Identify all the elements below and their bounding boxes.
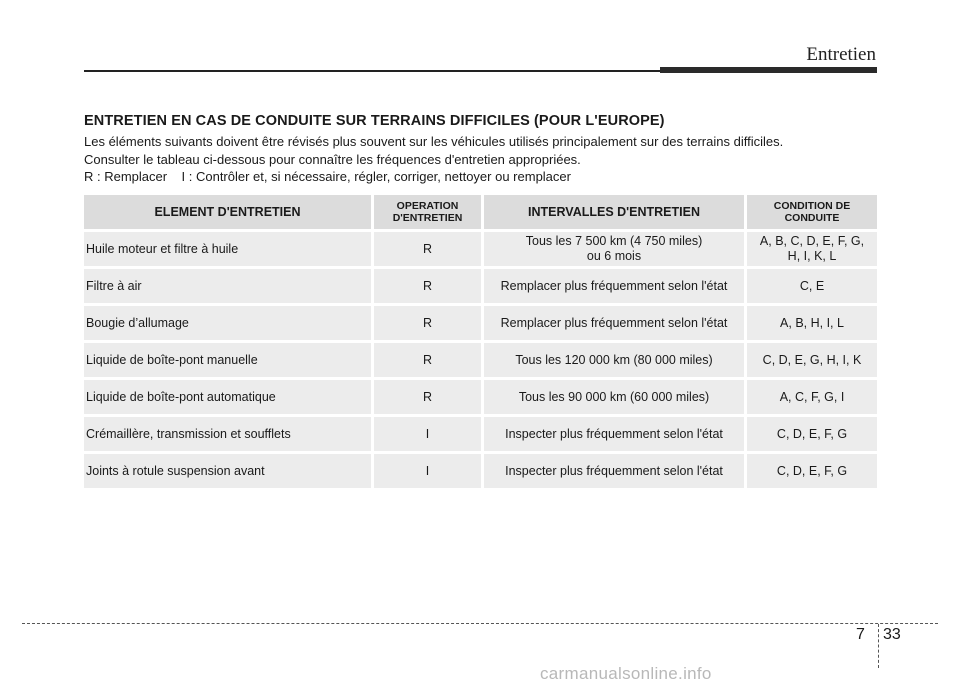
header-operation <box>371 195 481 229</box>
table-row <box>84 380 877 414</box>
cell-operation: I <box>371 454 481 488</box>
header-condition <box>744 195 877 229</box>
cell-element: Huile moteur et filtre à huile <box>84 232 371 266</box>
table-row <box>84 417 877 451</box>
cell-element: Liquide de boîte-pont manuelle <box>84 343 371 377</box>
cell-operation: I <box>371 417 481 451</box>
intro-line-2: Consulter le tableau ci-dessous pour connaître les fréquences d'entretien appropriées. <box>84 151 581 167</box>
cell-interval-line1: Tous les 7 500 km (4 750 miles) <box>525 234 703 248</box>
table-header-row <box>84 195 877 229</box>
cell-interval: Remplacer plus fréquemment selon l'état <box>481 306 744 340</box>
table-row <box>84 269 877 303</box>
cell-condition: C, D, E, G, H, I, K <box>744 343 877 377</box>
cell-condition <box>744 232 877 266</box>
header-condition-line2: CONDUITE <box>784 212 840 224</box>
cell-element: Crémaillère, transmission et soufflets <box>84 417 371 451</box>
intro-line-1: Les éléments suivants doivent être révisés plus souvent sur les véhicules utilisés principalement sur des terrains difficiles. <box>84 134 784 149</box>
cell-interval <box>481 232 744 266</box>
cell-interval: Inspecter plus fréquemment selon l'état <box>481 417 744 451</box>
cell-element: Bougie d’allumage <box>84 306 371 340</box>
section-heading: ENTRETIEN EN CAS DE CONDUITE SUR TERRAINS DIFFICILES (POUR L'EUROPE) <box>84 113 665 129</box>
cell-interval: Tous les 120 000 km (80 000 miles) <box>481 343 744 377</box>
cell-operation: R <box>371 269 481 303</box>
header-operation-line2: D'ENTRETIEN <box>392 212 463 224</box>
cell-condition: A, C, F, G, I <box>744 380 877 414</box>
header-element: ELEMENT D'ENTRETIEN <box>84 195 371 229</box>
chapter-number: 7 <box>856 626 865 643</box>
page-number: 33 <box>883 626 901 643</box>
cell-operation: R <box>371 380 481 414</box>
watermark-text: carmanualsonline.info <box>540 664 712 683</box>
cell-interval: Inspecter plus fréquemment selon l'état <box>481 454 744 488</box>
cell-operation: R <box>371 306 481 340</box>
maintenance-table <box>84 192 877 491</box>
cell-condition: C, D, E, F, G <box>744 454 877 488</box>
header-rule <box>84 70 660 72</box>
page-header-title: Entretien <box>806 44 876 65</box>
header-condition-line1: CONDITION DE <box>773 200 851 212</box>
intro-line-3: R : Remplacer I : Contrôler et, si nécessaire, régler, corriger, nettoyer ou remplacer <box>84 169 571 184</box>
table-row <box>84 454 877 488</box>
cell-condition-line2: H, I, K, L <box>787 249 837 263</box>
cell-condition: C, E <box>744 269 877 303</box>
table-row <box>84 306 877 340</box>
table-row <box>84 343 877 377</box>
section-intro <box>84 113 884 186</box>
header-operation-line1: OPERATION <box>396 200 459 212</box>
cell-operation: R <box>371 232 481 266</box>
table-row <box>84 232 877 266</box>
header-interval: INTERVALLES D'ENTRETIEN <box>481 195 744 229</box>
cell-interval: Tous les 90 000 km (60 000 miles) <box>481 380 744 414</box>
cell-interval-line2: ou 6 mois <box>586 249 642 263</box>
cell-interval: Remplacer plus fréquemment selon l'état <box>481 269 744 303</box>
cell-condition: A, B, H, I, L <box>744 306 877 340</box>
cell-condition-line1: A, B, C, D, E, F, G, <box>759 234 865 248</box>
footer-dashed-rule <box>22 623 938 624</box>
header-bar <box>660 67 877 73</box>
footer-dashed-divider <box>878 624 879 668</box>
cell-element: Joints à rotule suspension avant <box>84 454 371 488</box>
cell-condition: C, D, E, F, G <box>744 417 877 451</box>
cell-operation: R <box>371 343 481 377</box>
cell-element: Filtre à air <box>84 269 371 303</box>
cell-element: Liquide de boîte-pont automatique <box>84 380 371 414</box>
